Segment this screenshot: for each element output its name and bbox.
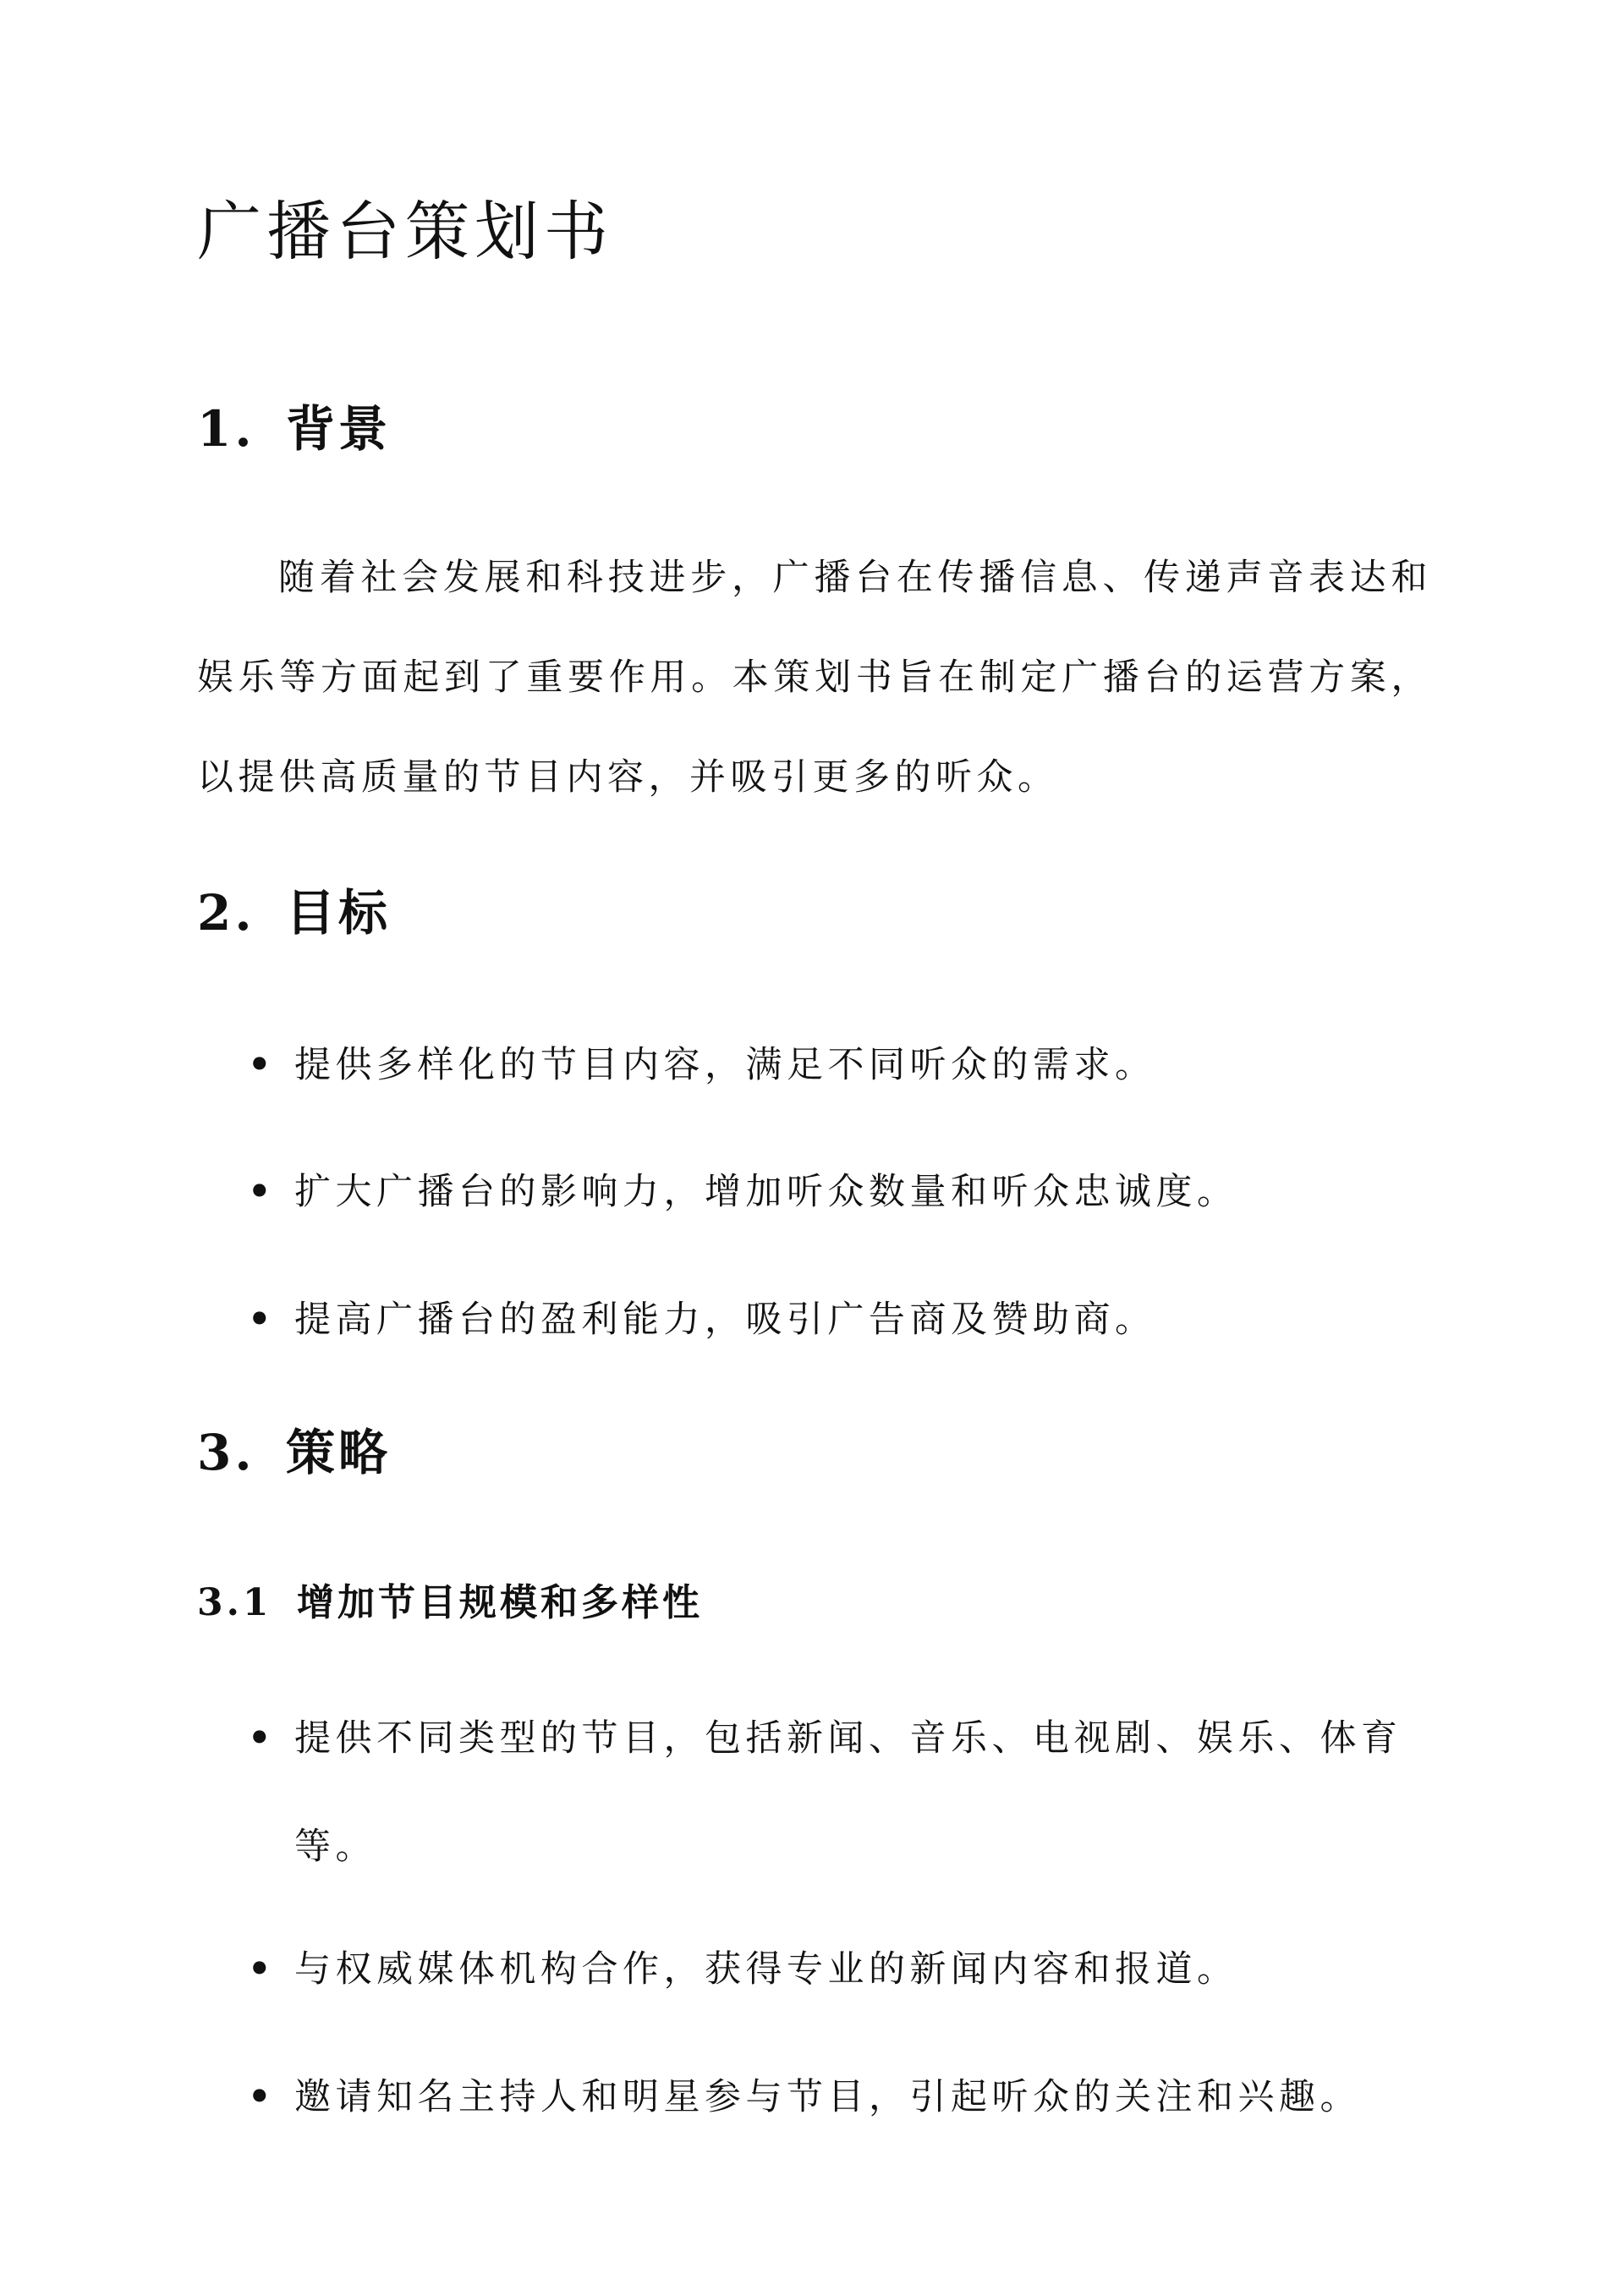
list-item-text: 扩大广播台的影响力，增加听众数量和听众忠诚度。 [294, 1171, 1238, 1213]
list-item [248, 2043, 1432, 2151]
bullet-icon: • [248, 1717, 276, 1760]
bullet-icon: • [248, 1299, 276, 1341]
list-item [248, 1011, 1432, 1119]
subsection-heading [197, 1581, 703, 1624]
list-item-text: 邀请知名主持人和明星参与节目，引起听众的关注和兴趣。 [294, 2076, 1361, 2118]
section-title: 目标 [286, 884, 392, 942]
list-item-text: 提供多样化的节目内容，满足不同听众的需求。 [294, 1044, 1156, 1086]
document-title: 广播台策划书 [197, 194, 613, 269]
section-title: 背景 [286, 400, 392, 458]
bullet-icon: • [248, 2076, 276, 2118]
subsection-title: 增加节目规模和多样性 [297, 1581, 703, 1624]
section-heading-goals [197, 884, 392, 942]
list-item [248, 1138, 1432, 1246]
background-paragraph: 随着社会发展和科技进步，广播台在传播信息、传递声音表达和娱乐等方面起到了重要作用。本策划书旨在制定广播台的运营方案，以提供高质量的节目内容，并吸引更多的听众。 [197, 557, 1432, 799]
section-number: 3. [197, 1424, 255, 1481]
list-item-text: 与权威媒体机构合作，获得专业的新闻内容和报道。 [294, 1948, 1238, 1991]
bullet-icon: • [248, 1171, 276, 1213]
subsection-number: 3.1 [197, 1581, 272, 1624]
list-item [248, 1266, 1432, 1374]
section-number: 2. [197, 884, 255, 942]
section-number: 1. [197, 400, 255, 458]
bullet-icon: • [248, 1044, 276, 1086]
section-heading-background [197, 400, 392, 458]
section-title: 策略 [286, 1424, 392, 1481]
list-item [248, 1684, 1432, 1901]
list-item-text: 提供不同类型的节目，包括新闻、音乐、电视剧、娱乐、体育等。 [294, 1717, 1402, 1868]
list-item [248, 1915, 1432, 2024]
list-item-text: 提高广播台的盈利能力，吸引广告商及赞助商。 [294, 1299, 1156, 1341]
section-heading-strategy [197, 1424, 392, 1481]
bullet-icon: • [248, 1948, 276, 1991]
